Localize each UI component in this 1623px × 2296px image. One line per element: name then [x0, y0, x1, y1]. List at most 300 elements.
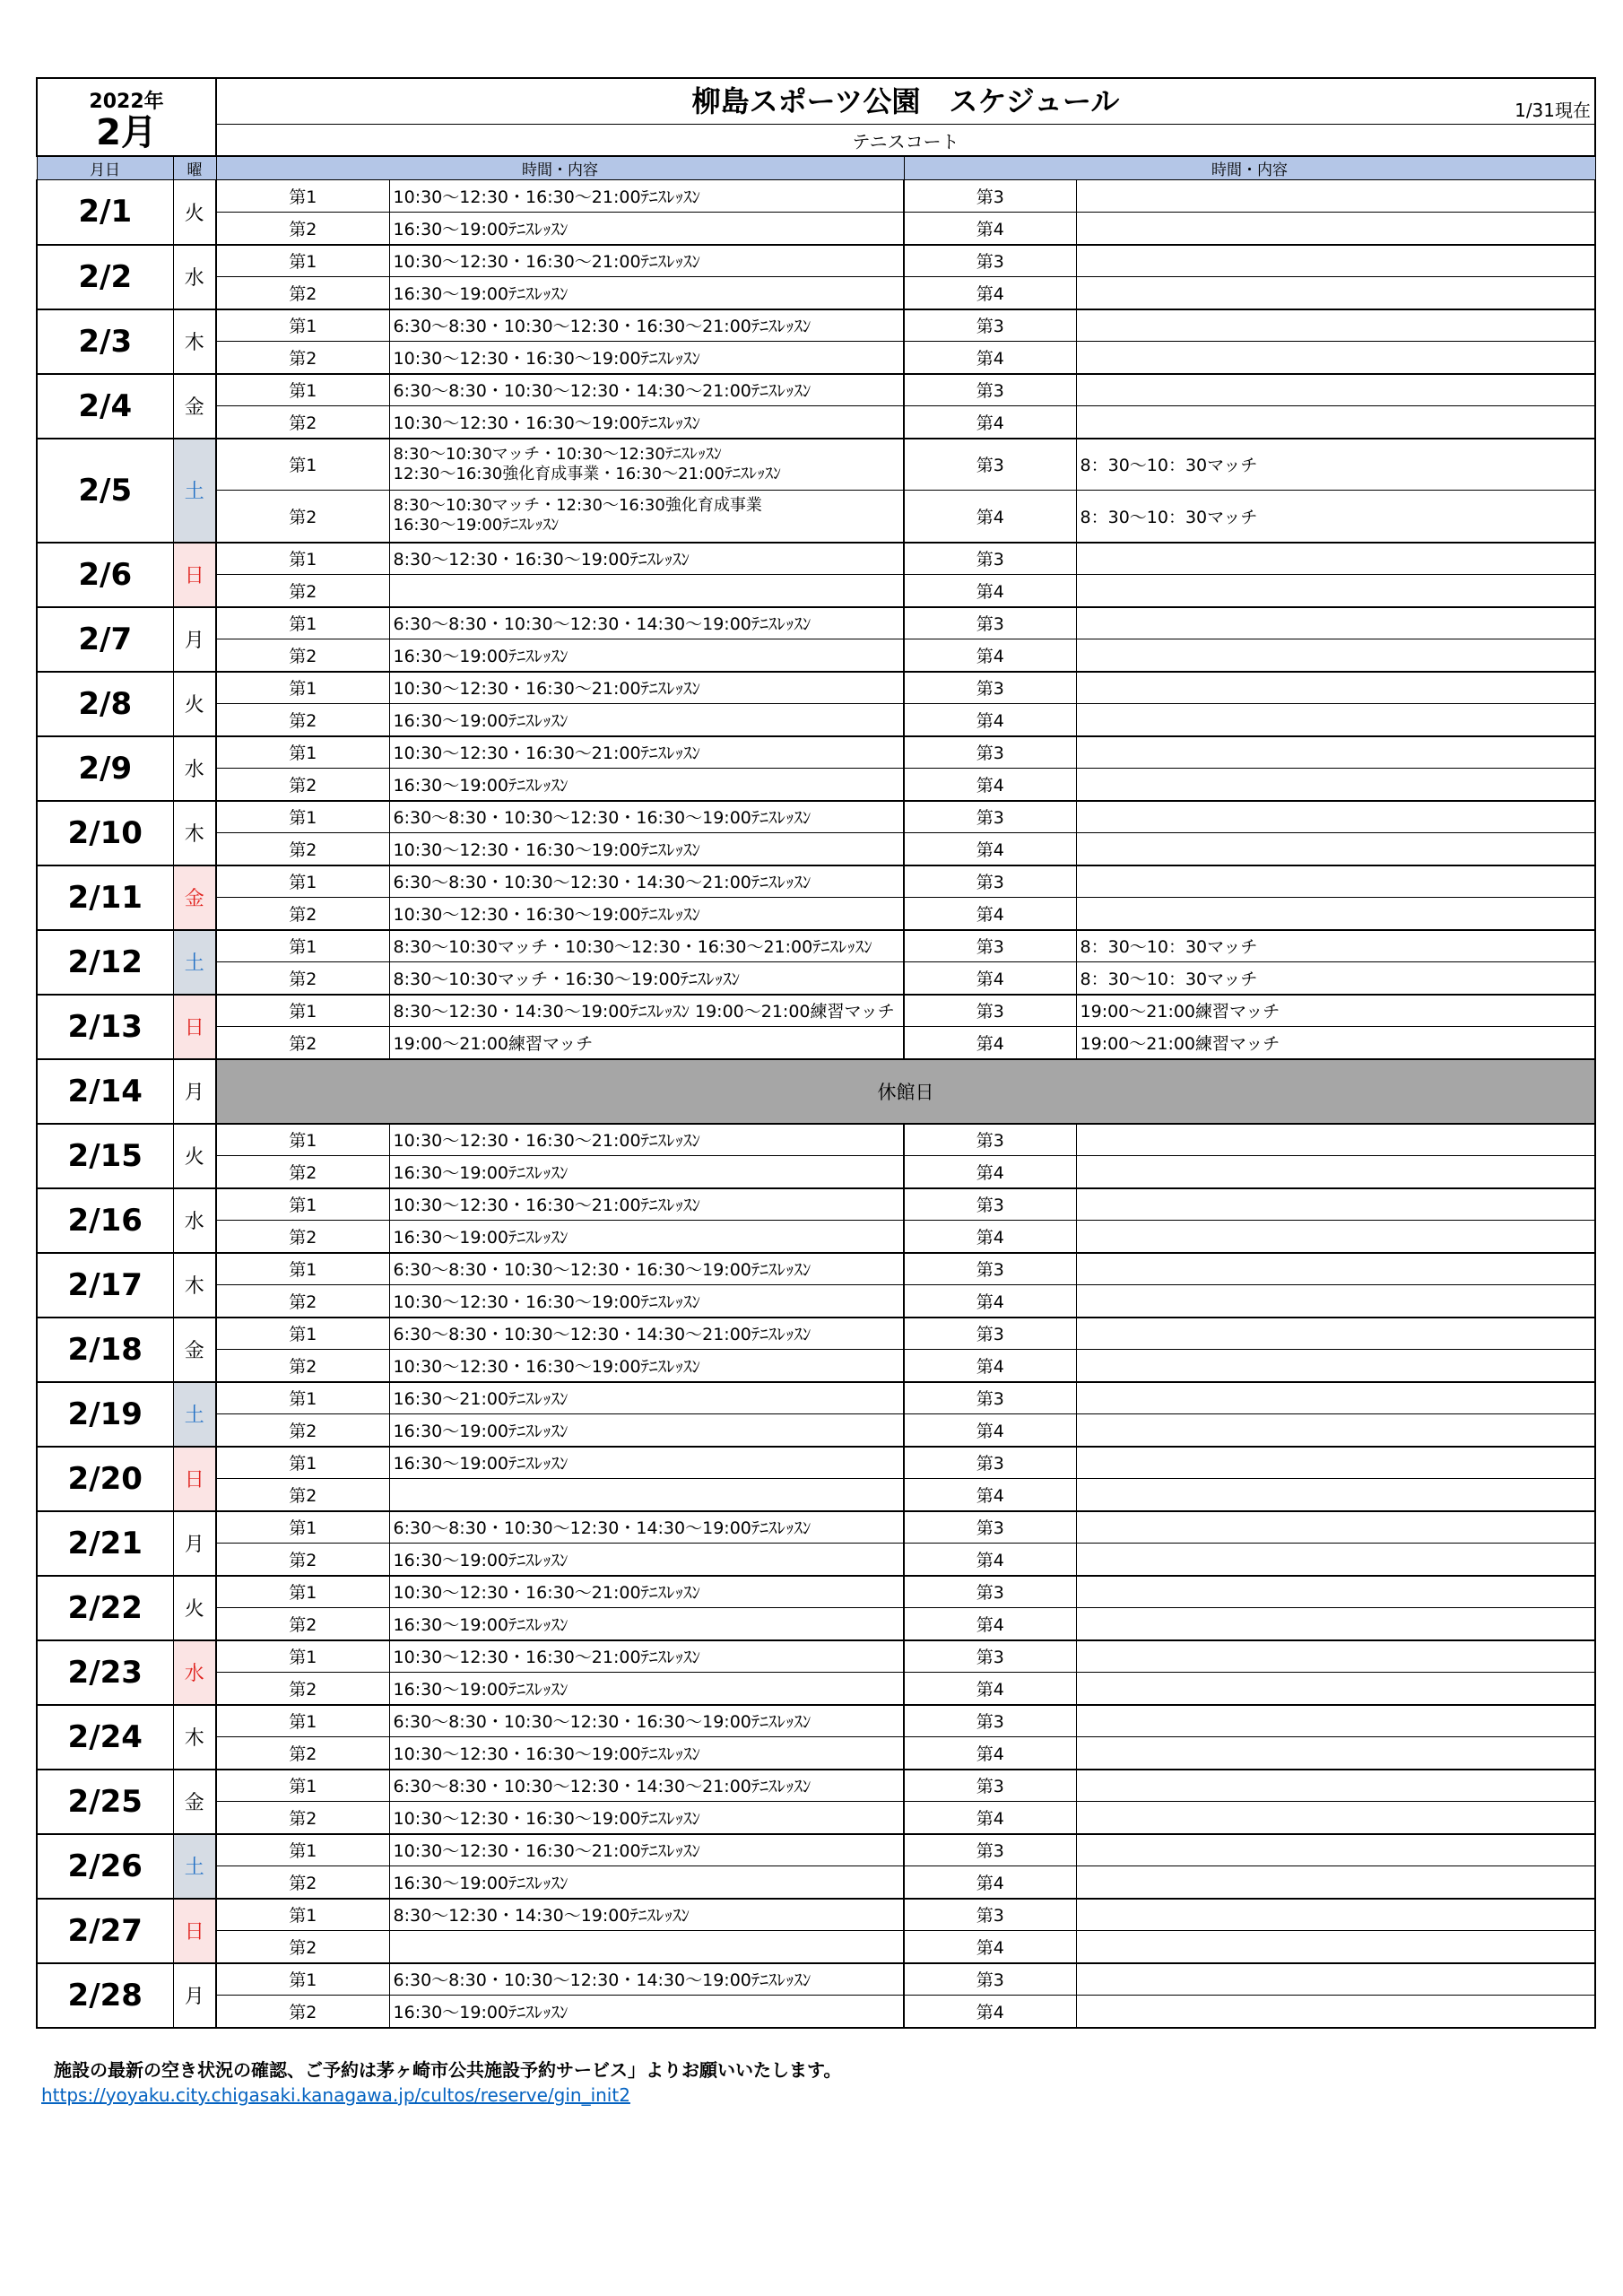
court-2-label: 第2	[216, 1156, 389, 1188]
court-4-label: 第4	[904, 277, 1076, 309]
court-1-label: 第1	[216, 245, 389, 277]
court-4-schedule	[1076, 1350, 1595, 1382]
day-row-second	[37, 962, 1595, 995]
court-4-schedule	[1076, 1479, 1595, 1511]
day-row	[37, 930, 1595, 962]
day-row	[37, 801, 1595, 833]
court-2-label: 第2	[216, 575, 389, 607]
court-1-line-1: 8:30～10:30マッチ・10:30～12:30ﾃﾆｽﾚｯｽﾝ	[393, 444, 722, 464]
day-row	[37, 1124, 1595, 1156]
court-3-label: 第3	[904, 1963, 1076, 1996]
court-1-label: 第1	[216, 1899, 389, 1931]
court-2-label: 第2	[216, 1544, 389, 1576]
date-cell: 2/13	[37, 995, 173, 1059]
court-2-label: 第2	[216, 1737, 389, 1770]
court-2-schedule: 10:30～12:30・16:30～19:00ﾃﾆｽﾚｯｽﾝ	[389, 898, 904, 930]
court-4-schedule	[1076, 1156, 1595, 1188]
date-cell: 2/28	[37, 1963, 173, 2028]
court-4-label: 第4	[904, 1931, 1076, 1963]
court-2-schedule	[389, 575, 904, 607]
weekday-cell: 月	[173, 1963, 216, 2028]
day-row-second	[37, 1673, 1595, 1705]
weekday-cell: 木	[173, 1705, 216, 1770]
page-title: 柳島スポーツ公園 スケジュール	[691, 84, 1120, 118]
court-4-label: 第4	[904, 704, 1076, 736]
court-3-schedule	[1076, 1899, 1595, 1931]
title-cell	[216, 78, 1595, 125]
day-row	[37, 1705, 1595, 1737]
court-1-schedule: 10:30～12:30・16:30～21:00ﾃﾆｽﾚｯｽﾝ	[389, 180, 904, 213]
day-row-second	[37, 575, 1595, 607]
court-1-label: 第1	[216, 1834, 389, 1866]
court-4-schedule	[1076, 575, 1595, 607]
court-1-schedule: 6:30～8:30・10:30～12:30・14:30～19:00ﾃﾆｽﾚｯｽﾝ	[389, 1511, 904, 1544]
court-4-label: 第4	[904, 1479, 1076, 1511]
court-2-schedule: 16:30～19:00ﾃﾆｽﾚｯｽﾝ	[389, 213, 904, 245]
court-1-label: 第1	[216, 1318, 389, 1350]
court-1-label: 第1	[216, 801, 389, 833]
weekday-cell: 日	[173, 1447, 216, 1511]
court-3-label: 第3	[904, 543, 1076, 575]
date-cell: 2/4	[37, 374, 173, 439]
court-1-schedule: 10:30～12:30・16:30～21:00ﾃﾆｽﾚｯｽﾝ	[389, 1834, 904, 1866]
court-2-schedule: 16:30～19:00ﾃﾆｽﾚｯｽﾝ	[389, 1996, 904, 2028]
day-row	[37, 672, 1595, 704]
day-row-second	[37, 639, 1595, 672]
day-row	[37, 1318, 1595, 1350]
court-1-label: 第1	[216, 736, 389, 769]
weekday-cell: 火	[173, 180, 216, 245]
court-3-schedule	[1076, 1382, 1595, 1414]
court-2-schedule: 16:30～19:00ﾃﾆｽﾚｯｽﾝ	[389, 1156, 904, 1188]
court-3-label: 第3	[904, 930, 1076, 962]
date-cell: 2/17	[37, 1253, 173, 1318]
court-4-label: 第4	[904, 1027, 1076, 1059]
court-3-schedule: 8：30～10：30マッチ	[1076, 439, 1595, 491]
court-2-label: 第2	[216, 1673, 389, 1705]
day-row-second	[37, 1027, 1595, 1059]
date-cell: 2/1	[37, 180, 173, 245]
court-2-schedule: 10:30～12:30・16:30～19:00ﾃﾆｽﾚｯｽﾝ	[389, 1350, 904, 1382]
court-3-label: 第3	[904, 374, 1076, 406]
court-3-schedule	[1076, 1640, 1595, 1673]
date-cell: 2/16	[37, 1188, 173, 1253]
weekday-cell: 土	[173, 930, 216, 995]
date-cell: 2/25	[37, 1770, 173, 1834]
date-cell: 2/9	[37, 736, 173, 801]
day-row	[37, 180, 1595, 213]
col-header-content-left: 時間・内容	[216, 156, 904, 180]
court-3-schedule	[1076, 1770, 1595, 1802]
court-4-schedule	[1076, 704, 1595, 736]
day-row-second	[37, 406, 1595, 439]
court-1-schedule: 6:30～8:30・10:30～12:30・14:30～21:00ﾃﾆｽﾚｯｽﾝ	[389, 374, 904, 406]
court-2-label: 第2	[216, 1931, 389, 1963]
date-cell: 2/5	[37, 439, 173, 543]
court-3-schedule	[1076, 1963, 1595, 1996]
date-cell: 2/27	[37, 1899, 173, 1963]
weekday-cell: 土	[173, 1834, 216, 1899]
court-1-label: 第1	[216, 1382, 389, 1414]
day-row-second	[37, 1931, 1595, 1963]
day-row	[37, 245, 1595, 277]
court-2-label: 第2	[216, 962, 389, 995]
day-row-second	[37, 277, 1595, 309]
date-cell: 2/8	[37, 672, 173, 736]
court-3-schedule	[1076, 736, 1595, 769]
court-4-schedule	[1076, 1285, 1595, 1318]
day-row	[37, 865, 1595, 898]
court-2-schedule: 16:30～19:00ﾃﾆｽﾚｯｽﾝ	[389, 1866, 904, 1899]
court-2-label: 第2	[216, 1479, 389, 1511]
court-4-label: 第4	[904, 1996, 1076, 2028]
year-label: 2022年	[89, 91, 164, 113]
day-row	[37, 1963, 1595, 1996]
court-1-schedule: 10:30～12:30・16:30～21:00ﾃﾆｽﾚｯｽﾝ	[389, 1124, 904, 1156]
month-label: 2月	[96, 112, 157, 153]
court-4-label: 第4	[904, 1737, 1076, 1770]
court-2-label: 第2	[216, 1285, 389, 1318]
court-1-label: 第1	[216, 865, 389, 898]
court-4-schedule	[1076, 1931, 1595, 1963]
court-1-schedule: 6:30～8:30・10:30～12:30・14:30～19:00ﾃﾆｽﾚｯｽﾝ	[389, 607, 904, 639]
court-1-label: 第1	[216, 1770, 389, 1802]
court-3-label: 第3	[904, 439, 1076, 491]
court-4-schedule	[1076, 769, 1595, 801]
court-4-schedule	[1076, 1544, 1595, 1576]
court-2-schedule: 10:30～12:30・16:30～19:00ﾃﾆｽﾚｯｽﾝ	[389, 1802, 904, 1834]
court-2-schedule	[389, 1479, 904, 1511]
court-2-schedule: 16:30～19:00ﾃﾆｽﾚｯｽﾝ	[389, 1673, 904, 1705]
court-1-label: 第1	[216, 180, 389, 213]
court-4-label: 第4	[904, 1156, 1076, 1188]
day-row-second	[37, 1737, 1595, 1770]
weekday-cell: 土	[173, 1382, 216, 1447]
court-1-schedule: 6:30～8:30・10:30～12:30・14:30～21:00ﾃﾆｽﾚｯｽﾝ	[389, 1318, 904, 1350]
court-4-schedule: 8：30～10：30マッチ	[1076, 491, 1595, 543]
court-2-label: 第2	[216, 769, 389, 801]
court-2-schedule: 16:30～19:00ﾃﾆｽﾚｯｽﾝ	[389, 1221, 904, 1253]
day-row-second	[37, 769, 1595, 801]
court-1-schedule: 10:30～12:30・16:30～21:00ﾃﾆｽﾚｯｽﾝ	[389, 1576, 904, 1608]
court-3-label: 第3	[904, 607, 1076, 639]
court-2-label: 第2	[216, 1221, 389, 1253]
weekday-cell: 木	[173, 801, 216, 865]
court-1-schedule: 8:30～12:30・14:30～19:00ﾃﾆｽﾚｯｽﾝ	[389, 1899, 904, 1931]
court-2-schedule: 10:30～12:30・16:30～19:00ﾃﾆｽﾚｯｽﾝ	[389, 833, 904, 865]
court-1-schedule: 6:30～8:30・10:30～12:30・16:30～19:00ﾃﾆｽﾚｯｽﾝ	[389, 1253, 904, 1285]
court-1-label: 第1	[216, 1188, 389, 1221]
court-1-label: 第1	[216, 995, 389, 1027]
court-2-schedule	[389, 491, 904, 543]
day-row-second	[37, 1156, 1595, 1188]
day-row	[37, 309, 1595, 342]
closed-cell: 休館日	[216, 1059, 1595, 1124]
court-1-schedule: 6:30～8:30・10:30～12:30・14:30～21:00ﾃﾆｽﾚｯｽﾝ	[389, 1770, 904, 1802]
court-4-schedule	[1076, 1737, 1595, 1770]
court-3-label: 第3	[904, 1770, 1076, 1802]
court-4-schedule	[1076, 406, 1595, 439]
court-1-label: 第1	[216, 1640, 389, 1673]
court-1-schedule: 8:30～12:30・16:30～19:00ﾃﾆｽﾚｯｽﾝ	[389, 543, 904, 575]
court-2-line-2: 16:30～19:00ﾃﾆｽﾚｯｽﾝ	[393, 516, 560, 535]
court-4-label: 第4	[904, 1608, 1076, 1640]
court-2-label: 第2	[216, 277, 389, 309]
weekday-cell: 金	[173, 374, 216, 439]
day-row	[37, 1447, 1595, 1479]
court-1-schedule: 8:30～10:30マッチ・10:30～12:30・16:30～21:00ﾃﾆｽﾚｯｽﾝ	[389, 930, 904, 962]
court-3-label: 第3	[904, 865, 1076, 898]
weekday-cell: 月	[173, 607, 216, 672]
court-4-label: 第4	[904, 1866, 1076, 1899]
court-3-schedule	[1076, 1511, 1595, 1544]
day-row	[37, 607, 1595, 639]
day-row-second	[37, 1544, 1595, 1576]
date-cell: 2/15	[37, 1124, 173, 1188]
court-2-schedule: 16:30～19:00ﾃﾆｽﾚｯｽﾝ	[389, 1544, 904, 1576]
court-3-label: 第3	[904, 1188, 1076, 1221]
court-4-label: 第4	[904, 833, 1076, 865]
court-3-label: 第3	[904, 309, 1076, 342]
court-4-label: 第4	[904, 769, 1076, 801]
court-1-label: 第1	[216, 1447, 389, 1479]
court-4-schedule	[1076, 1802, 1595, 1834]
day-row-second	[37, 342, 1595, 374]
court-3-label: 第3	[904, 995, 1076, 1027]
court-4-schedule	[1076, 833, 1595, 865]
date-cell: 2/3	[37, 309, 173, 374]
court-4-schedule	[1076, 1866, 1595, 1899]
court-2-label: 第2	[216, 1866, 389, 1899]
court-4-schedule	[1076, 213, 1595, 245]
court-1-schedule: 6:30～8:30・10:30～12:30・14:30～21:00ﾃﾆｽﾚｯｽﾝ	[389, 865, 904, 898]
weekday-cell: 土	[173, 439, 216, 543]
court-3-schedule	[1076, 1253, 1595, 1285]
court-3-schedule	[1076, 607, 1595, 639]
day-row-second	[37, 1221, 1595, 1253]
court-3-schedule	[1076, 1188, 1595, 1221]
court-1-schedule: 10:30～12:30・16:30～21:00ﾃﾆｽﾚｯｽﾝ	[389, 245, 904, 277]
court-3-label: 第3	[904, 1382, 1076, 1414]
court-2-schedule: 10:30～12:30・16:30～19:00ﾃﾆｽﾚｯｽﾝ	[389, 406, 904, 439]
court-2-schedule: 16:30～19:00ﾃﾆｽﾚｯｽﾝ	[389, 639, 904, 672]
schedule-table	[36, 77, 1596, 2029]
court-4-schedule: 8：30～10：30マッチ	[1076, 962, 1595, 995]
court-4-label: 第4	[904, 406, 1076, 439]
court-3-schedule	[1076, 1705, 1595, 1737]
weekday-cell: 火	[173, 1576, 216, 1640]
day-row	[37, 1511, 1595, 1544]
court-1-label: 第1	[216, 374, 389, 406]
court-4-label: 第4	[904, 1802, 1076, 1834]
court-3-label: 第3	[904, 672, 1076, 704]
weekday-cell: 金	[173, 1770, 216, 1834]
day-row	[37, 995, 1595, 1027]
day-row-second	[37, 1285, 1595, 1318]
day-row	[37, 543, 1595, 575]
court-4-label: 第4	[904, 1350, 1076, 1382]
court-4-label: 第4	[904, 898, 1076, 930]
court-2-schedule	[389, 1931, 904, 1963]
court-4-label: 第4	[904, 1673, 1076, 1705]
weekday-cell: 水	[173, 736, 216, 801]
date-cell: 2/2	[37, 245, 173, 309]
court-1-label: 第1	[216, 543, 389, 575]
court-4-schedule	[1076, 1673, 1595, 1705]
date-cell: 2/18	[37, 1318, 173, 1382]
court-1-line-2: 12:30～16:30強化育成事業・16:30～21:00ﾃﾆｽﾚｯｽﾝ	[393, 464, 782, 483]
as-of-date: 1/31現在	[1515, 100, 1592, 121]
court-4-label: 第4	[904, 342, 1076, 374]
court-4-schedule	[1076, 1221, 1595, 1253]
col-header-date: 月日	[37, 156, 173, 180]
col-header-content-right: 時間・内容	[904, 156, 1595, 180]
court-3-label: 第3	[904, 180, 1076, 213]
facility-name: テニスコート	[216, 125, 1595, 157]
court-3-schedule	[1076, 309, 1595, 342]
court-4-schedule	[1076, 639, 1595, 672]
court-3-schedule	[1076, 374, 1595, 406]
date-cell: 2/14	[37, 1059, 173, 1124]
court-1-schedule: 8:30～12:30・14:30～19:00ﾃﾆｽﾚｯｽﾝ 19:00～21:00練習マッチ	[389, 995, 904, 1027]
court-1-schedule	[389, 439, 904, 491]
court-2-schedule: 19:00～21:00練習マッチ	[389, 1027, 904, 1059]
reservation-link[interactable]: https://yoyaku.city.chigasaki.kanagawa.jp/cultos/reserve/gin_init2	[41, 2084, 630, 2106]
day-row	[37, 1253, 1595, 1285]
court-3-schedule	[1076, 1318, 1595, 1350]
court-1-label: 第1	[216, 1576, 389, 1608]
day-row-second	[37, 491, 1595, 543]
date-cell: 2/19	[37, 1382, 173, 1447]
date-cell: 2/22	[37, 1576, 173, 1640]
date-cell: 2/20	[37, 1447, 173, 1511]
day-row-second	[37, 1802, 1595, 1834]
court-4-schedule	[1076, 277, 1595, 309]
day-row	[37, 1382, 1595, 1414]
court-4-label: 第4	[904, 491, 1076, 543]
court-3-schedule	[1076, 245, 1595, 277]
court-2-label: 第2	[216, 213, 389, 245]
date-cell: 2/7	[37, 607, 173, 672]
date-cell: 2/23	[37, 1640, 173, 1705]
court-2-label: 第2	[216, 342, 389, 374]
court-2-label: 第2	[216, 1996, 389, 2028]
weekday-cell: 月	[173, 1059, 216, 1124]
day-row	[37, 736, 1595, 769]
court-3-label: 第3	[904, 1318, 1076, 1350]
court-4-schedule	[1076, 898, 1595, 930]
court-3-label: 第3	[904, 1834, 1076, 1866]
court-1-schedule: 10:30～12:30・16:30～21:00ﾃﾆｽﾚｯｽﾝ	[389, 1188, 904, 1221]
date-cell: 2/6	[37, 543, 173, 607]
month-box	[37, 78, 216, 156]
court-4-schedule	[1076, 1996, 1595, 2028]
day-row	[37, 1770, 1595, 1802]
court-4-schedule	[1076, 1608, 1595, 1640]
court-3-label: 第3	[904, 1899, 1076, 1931]
date-cell: 2/24	[37, 1705, 173, 1770]
court-1-label: 第1	[216, 1963, 389, 1996]
court-1-schedule: 16:30～19:00ﾃﾆｽﾚｯｽﾝ	[389, 1447, 904, 1479]
court-1-label: 第1	[216, 930, 389, 962]
day-row	[37, 1899, 1595, 1931]
court-1-schedule: 6:30～8:30・10:30～12:30・16:30～21:00ﾃﾆｽﾚｯｽﾝ	[389, 309, 904, 342]
court-2-label: 第2	[216, 1802, 389, 1834]
day-row-second	[37, 1608, 1595, 1640]
court-1-schedule: 16:30～21:00ﾃﾆｽﾚｯｽﾝ	[389, 1382, 904, 1414]
day-row-second	[37, 213, 1595, 245]
court-3-schedule: 19:00～21:00練習マッチ	[1076, 995, 1595, 1027]
court-1-schedule: 6:30～8:30・10:30～12:30・16:30～19:00ﾃﾆｽﾚｯｽﾝ	[389, 1705, 904, 1737]
weekday-cell: 木	[173, 1253, 216, 1318]
court-3-label: 第3	[904, 1576, 1076, 1608]
court-3-label: 第3	[904, 801, 1076, 833]
court-2-label: 第2	[216, 833, 389, 865]
court-2-label: 第2	[216, 704, 389, 736]
court-3-schedule: 8：30～10：30マッチ	[1076, 930, 1595, 962]
court-4-label: 第4	[904, 962, 1076, 995]
day-row	[37, 1576, 1595, 1608]
date-cell: 2/10	[37, 801, 173, 865]
court-2-label: 第2	[216, 1414, 389, 1447]
court-4-label: 第4	[904, 1414, 1076, 1447]
weekday-cell: 日	[173, 543, 216, 607]
court-4-label: 第4	[904, 213, 1076, 245]
weekday-cell: 火	[173, 672, 216, 736]
court-2-schedule: 16:30～19:00ﾃﾆｽﾚｯｽﾝ	[389, 704, 904, 736]
court-1-label: 第1	[216, 1705, 389, 1737]
court-4-label: 第4	[904, 1285, 1076, 1318]
day-row	[37, 1059, 1595, 1124]
court-1-schedule: 6:30～8:30・10:30～12:30・16:30～19:00ﾃﾆｽﾚｯｽﾝ	[389, 801, 904, 833]
court-3-schedule	[1076, 865, 1595, 898]
day-row-second	[37, 1479, 1595, 1511]
weekday-cell: 日	[173, 995, 216, 1059]
day-row-second	[37, 1866, 1595, 1899]
court-2-schedule: 16:30～19:00ﾃﾆｽﾚｯｽﾝ	[389, 1414, 904, 1447]
court-1-label: 第1	[216, 1124, 389, 1156]
court-3-schedule	[1076, 1834, 1595, 1866]
col-header-weekday: 曜	[173, 156, 216, 180]
weekday-cell: 木	[173, 309, 216, 374]
court-1-schedule: 10:30～12:30・16:30～21:00ﾃﾆｽﾚｯｽﾝ	[389, 672, 904, 704]
court-2-schedule: 16:30～19:00ﾃﾆｽﾚｯｽﾝ	[389, 769, 904, 801]
court-3-schedule	[1076, 801, 1595, 833]
court-4-label: 第4	[904, 1544, 1076, 1576]
weekday-cell: 水	[173, 1188, 216, 1253]
court-4-schedule: 19:00～21:00練習マッチ	[1076, 1027, 1595, 1059]
date-cell: 2/12	[37, 930, 173, 995]
court-3-schedule	[1076, 672, 1595, 704]
day-row	[37, 1640, 1595, 1673]
day-row-second	[37, 898, 1595, 930]
date-cell: 2/21	[37, 1511, 173, 1576]
day-row	[37, 1188, 1595, 1221]
court-2-label: 第2	[216, 1027, 389, 1059]
court-2-label: 第2	[216, 898, 389, 930]
date-cell: 2/11	[37, 865, 173, 930]
day-row-second	[37, 833, 1595, 865]
weekday-cell: 日	[173, 1899, 216, 1963]
day-row-second	[37, 1350, 1595, 1382]
court-1-schedule: 10:30～12:30・16:30～21:00ﾃﾆｽﾚｯｽﾝ	[389, 736, 904, 769]
court-1-label: 第1	[216, 607, 389, 639]
court-2-label: 第2	[216, 639, 389, 672]
day-row	[37, 439, 1595, 491]
court-4-schedule	[1076, 1414, 1595, 1447]
court-3-label: 第3	[904, 1640, 1076, 1673]
court-1-label: 第1	[216, 1253, 389, 1285]
